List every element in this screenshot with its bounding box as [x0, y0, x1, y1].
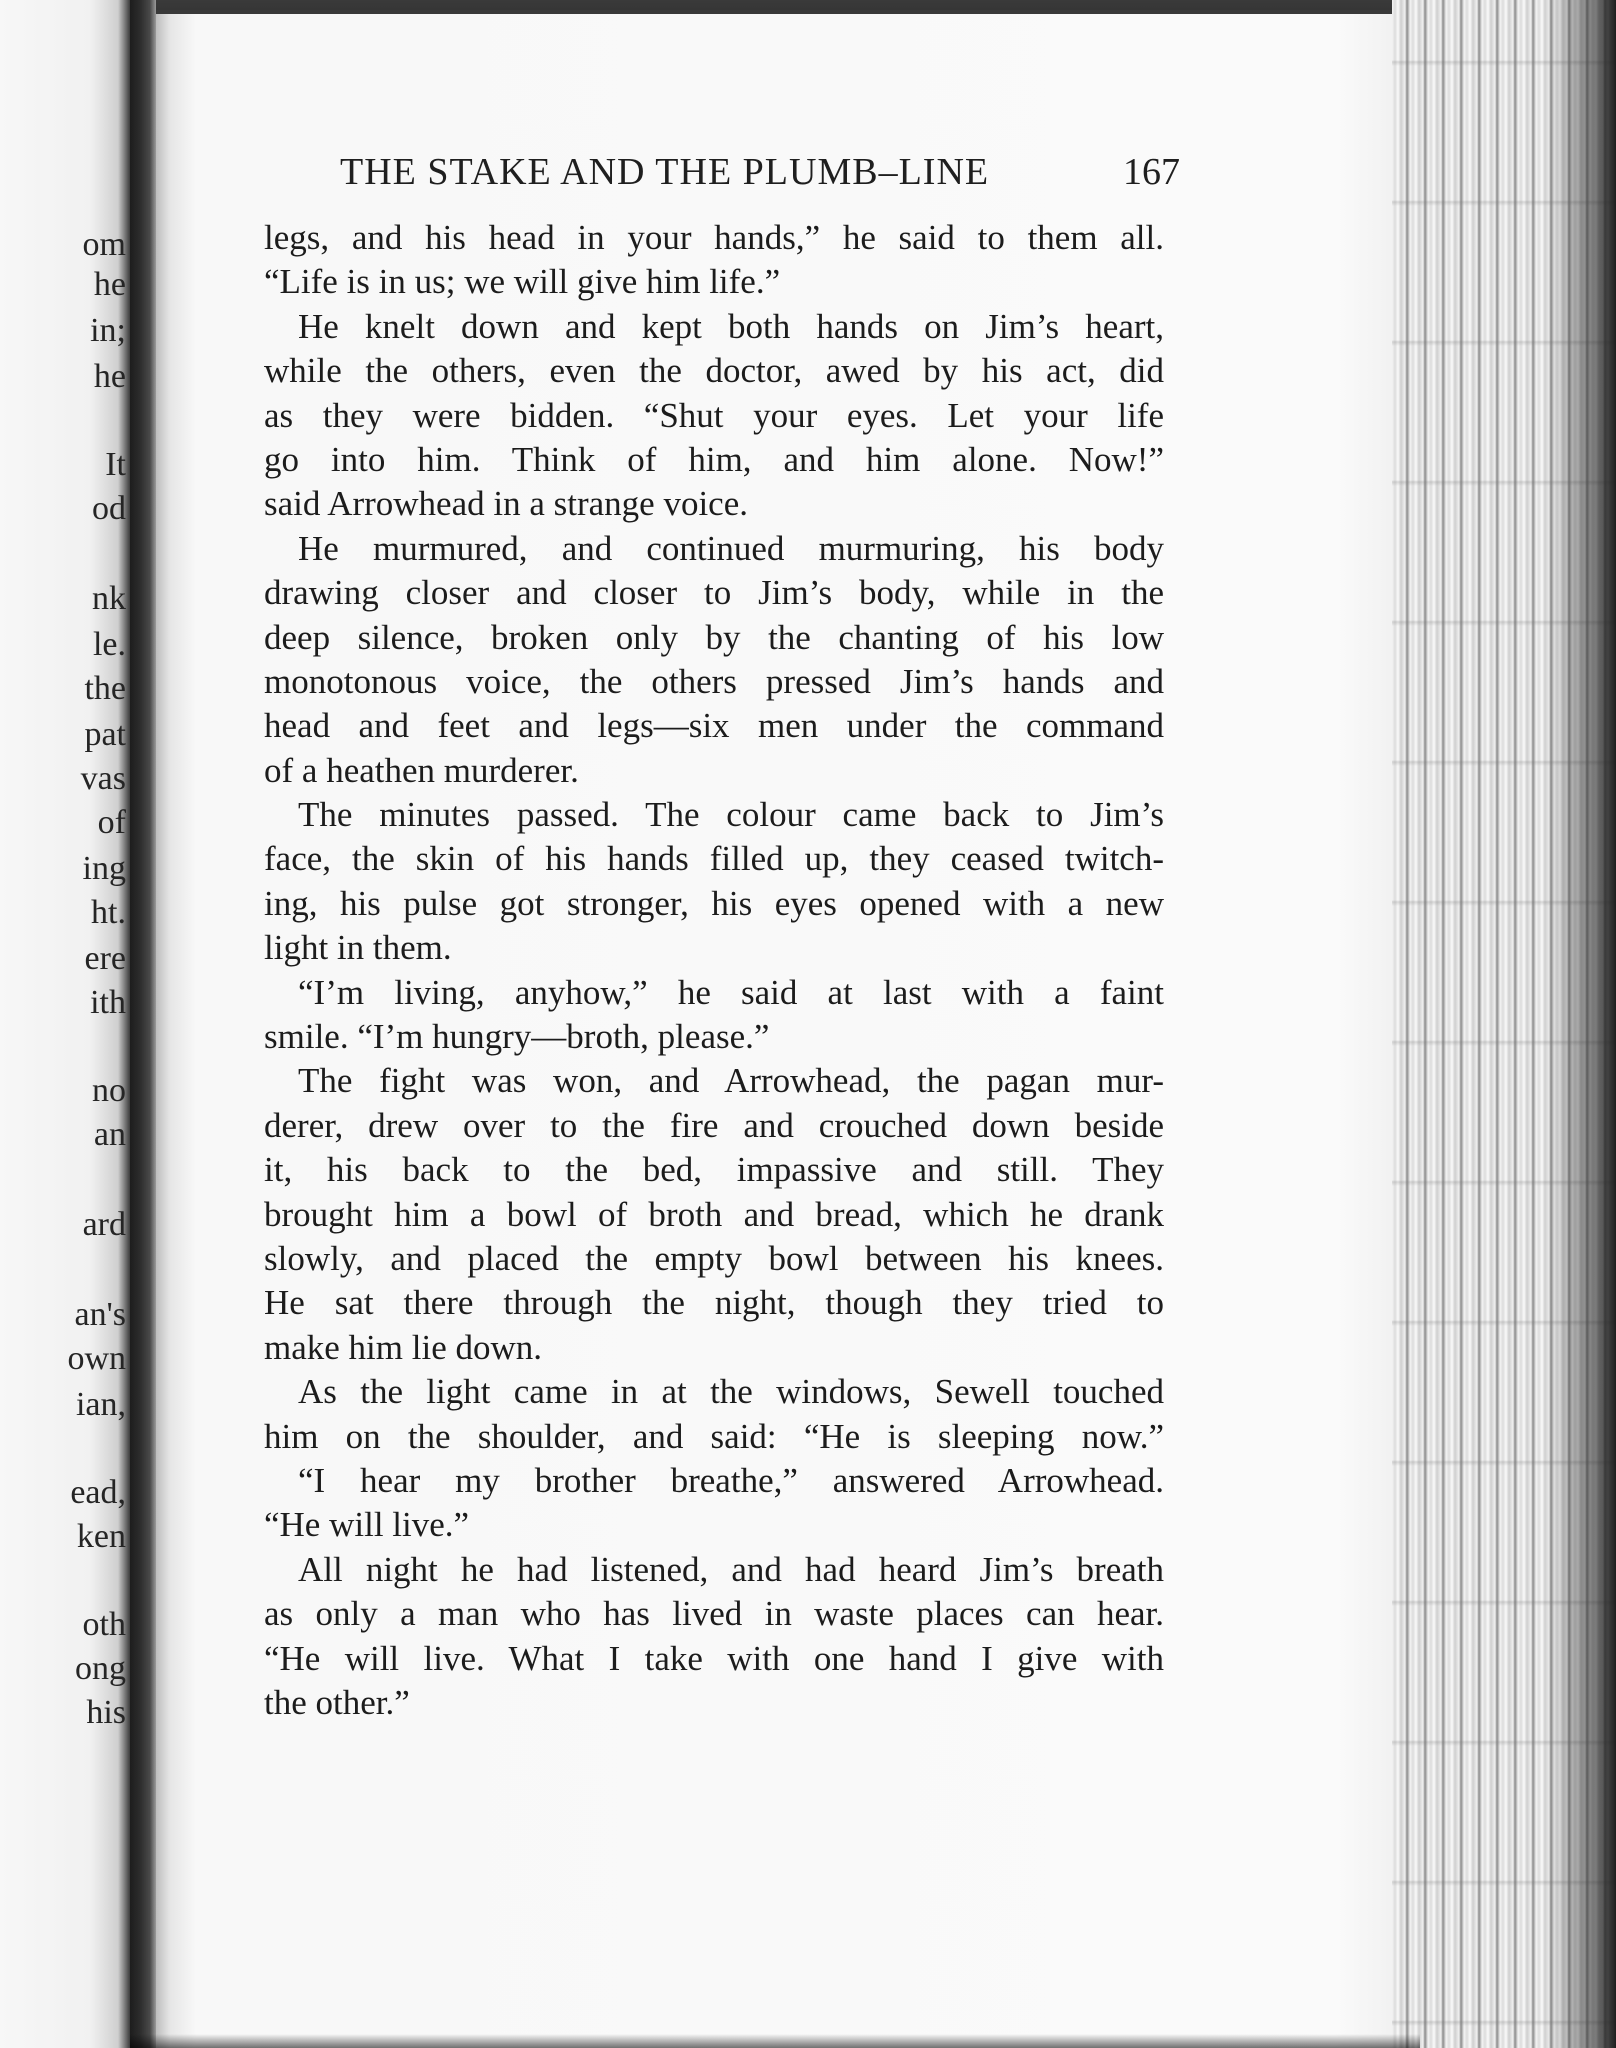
previous-page-line: he — [93, 266, 126, 303]
previous-page-line: nk — [92, 580, 126, 617]
previous-page-line: own — [67, 1340, 126, 1377]
text-line: him on the shoulder, and said: “He is sleeping now.” — [264, 1416, 1164, 1456]
text-line: “He will live.” — [264, 1505, 470, 1545]
text-line: ing, his pulse got stronger, his eyes opened with a new — [264, 883, 1164, 923]
text-line: make him lie down. — [264, 1327, 543, 1367]
text-line: monotonous voice, the others pressed Jim’s hands and — [264, 661, 1164, 701]
text-line: as they were bidden. “Shut your eyes. Let your life — [264, 395, 1164, 435]
previous-page — [0, 0, 130, 2048]
text-line: The fight was won, and Arrowhead, the pagan mur- — [298, 1061, 1164, 1101]
text-line: while the others, even the doctor, awed by his act, did — [264, 351, 1164, 391]
text-line: face, the skin of his hands filled up, they ceased twitch- — [264, 839, 1164, 879]
text-line: drawing closer and closer to Jim’s body, while in the — [264, 573, 1164, 613]
text-line: The minutes passed. The colour came back to Jim’s — [298, 795, 1164, 835]
text-line: He knelt down and kept both hands on Jim’s heart, — [298, 306, 1164, 346]
previous-page-line: no — [92, 1072, 126, 1109]
previous-page-line: om — [82, 226, 126, 263]
text-line: go into him. Think of him, and him alone. Now!” — [264, 439, 1164, 479]
text-line: derer, drew over to the fire and crouched down beside — [264, 1105, 1164, 1145]
previous-page-line: vas — [80, 760, 126, 797]
previous-page-line: ead, — [70, 1474, 126, 1511]
running-head: THE STAKE AND THE PLUMB–LINE — [340, 151, 990, 193]
previous-page-line: pat — [84, 716, 126, 753]
previous-page-line: ian, — [75, 1386, 126, 1423]
text-line: the other.” — [264, 1682, 410, 1722]
previous-page-line: his — [86, 1694, 126, 1731]
text-line: light in them. — [264, 928, 452, 968]
body-text — [264, 216, 1164, 1725]
previous-page-line: od — [92, 490, 126, 527]
text-line: As the light came in at the windows, Sewell touched — [298, 1372, 1164, 1412]
text-line: He sat there through the night, though they tried to — [264, 1283, 1164, 1323]
page-number: 167 — [1123, 151, 1180, 193]
text-line: “I’m living, anyhow,” he said at last with a faint — [298, 972, 1164, 1012]
book-gutter — [130, 0, 156, 2048]
previous-page-line: ere — [84, 940, 126, 977]
text-line: All night he had listened, and had heard Jim’s breath — [298, 1549, 1164, 1589]
previous-page-line: ong — [75, 1650, 126, 1687]
previous-page-line: ken — [76, 1518, 126, 1555]
text-line: smile. “I’m hungry—broth, please.” — [264, 1017, 770, 1057]
text-line: “I hear my brother breathe,” answered Arrowhead. — [298, 1460, 1164, 1500]
text-line: deep silence, broken only by the chanting of his low — [264, 617, 1164, 657]
previous-page-line: of — [97, 804, 126, 841]
text-line: brought him a bowl of broth and bread, which he drank — [264, 1194, 1164, 1234]
previous-page-line: the — [84, 670, 126, 707]
previous-page-line: ht. — [91, 894, 126, 931]
previous-page-line: It — [105, 446, 126, 483]
previous-page-line: ith — [90, 984, 126, 1021]
previous-page-line: ard — [82, 1206, 126, 1243]
text-line: of a heathen murderer. — [264, 750, 579, 790]
text-line: as only a man who has lived in waste places can hear. — [264, 1594, 1164, 1634]
text-line: head and feet and legs—six men under the command — [264, 706, 1164, 746]
previous-page-line: in; — [90, 312, 126, 349]
page-header — [340, 150, 1180, 200]
text-line: “Life is in us; we will give him life.” — [264, 262, 781, 302]
text-line: it, his back to the bed, impassive and still. They — [264, 1150, 1164, 1190]
previous-page-line: he — [93, 358, 126, 395]
text-line: said Arrowhead in a strange voice. — [264, 484, 749, 524]
previous-page-line: an — [93, 1116, 126, 1153]
text-line: He murmured, and continued murmuring, his body — [298, 528, 1164, 568]
previous-page-line: an's — [74, 1296, 126, 1333]
previous-page-line: ing — [82, 850, 126, 887]
previous-page-line: oth — [82, 1606, 126, 1643]
bottom-edge-shadow — [130, 2034, 1420, 2048]
text-line: legs, and his head in your hands,” he said to them all. — [264, 218, 1164, 257]
previous-page-line: le. — [92, 626, 126, 663]
page-edges — [1392, 0, 1616, 2048]
text-line: slowly, and placed the empty bowl between his knees. — [264, 1238, 1164, 1278]
text-line: “He will live. What I take with one hand I give with — [264, 1638, 1164, 1678]
